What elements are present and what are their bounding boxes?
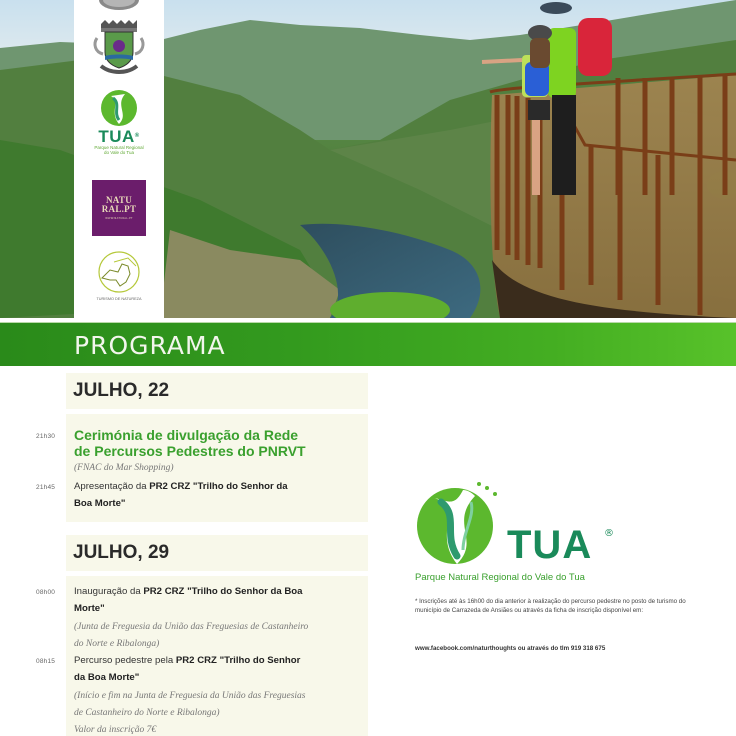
event-description: Percurso pedestre pela PR2 CRZ "Trilho do Senhor da Boa Morte"	[74, 655, 301, 683]
turismo-de-natureza-logo	[74, 250, 164, 302]
tua-leaf-emblem-icon	[415, 480, 505, 568]
coat-of-arms-icon	[89, 18, 149, 76]
day-date: JULHO, 22	[73, 380, 170, 401]
tua-logo-wordmark: TUA®	[98, 127, 140, 146]
event-location-note: (Junta de Freguesia da União das Freguesias de Castanheiro do Norte e Ribalonga)	[74, 622, 309, 649]
event-time: 08h15	[36, 658, 56, 665]
municipal-coat-of-arms-top	[74, 0, 164, 12]
day-header-july-29	[66, 535, 368, 571]
natural-pt-logo	[74, 180, 164, 236]
event-time: 08h00	[36, 589, 56, 596]
tua-subtitle: Parque Natural Regional do Vale do Tua	[415, 572, 585, 583]
event-time: 21h45	[36, 484, 56, 491]
svg-text:TURISMO DE NATUREZA: TURISMO DE NATUREZA	[96, 297, 142, 301]
turismo-natureza-emblem-icon	[94, 250, 144, 302]
carrazeda-de-ansiaes-coat-of-arms	[74, 18, 164, 76]
natural-pt-badge: NATU RAL.PT WWW.NATURAL.PT	[92, 180, 146, 236]
program-banner	[0, 322, 736, 366]
event-title: Cerimónia de divulgação da Rede de Percursos Pedestres do PNRVT	[74, 427, 306, 459]
event-description: Apresentação da PR2 CRZ "Trilho do Senhor da Boa Morte"	[74, 481, 288, 509]
coat-of-arms-icon	[97, 0, 141, 12]
event-time: 21h30	[36, 433, 56, 440]
tua-leaf-emblem-icon	[99, 88, 139, 128]
tua-logo-subtitle: Parque Natural Regional do Vale do Tua	[94, 145, 144, 155]
registered-mark: ®	[604, 528, 614, 539]
registration-info: * Inscrições até às 16h00 do dia anterior à realização do percurso pedestre no posto de turismo do município de Carrazeda de Ansiães ou através da ficha de inscrição disponível em:	[415, 598, 686, 614]
tua-main-logo	[415, 480, 735, 590]
tua-wordmark: TUA	[507, 523, 593, 567]
event-location-note: (FNAC do Mar Shopping)	[74, 463, 174, 473]
program-title: PROGRAMA	[74, 331, 226, 360]
event-location-note: (Início e fim na Junta de Freguesia da União das Freguesias de Castanheiro do Norte e Ribalonga) Valor da inscrição 7€	[74, 691, 306, 735]
event-description: Inauguração da PR2 CRZ "Trilho do Senhor da Boa Morte"	[74, 586, 303, 614]
sponsor-logo-column	[74, 0, 164, 318]
tua-park-logo	[74, 88, 164, 155]
contact-info: www.facebook.com/naturthoughts ou através do tlm 919 318 675	[415, 645, 606, 652]
day-date: JULHO, 29	[73, 542, 170, 563]
day-header-july-22	[66, 373, 368, 409]
